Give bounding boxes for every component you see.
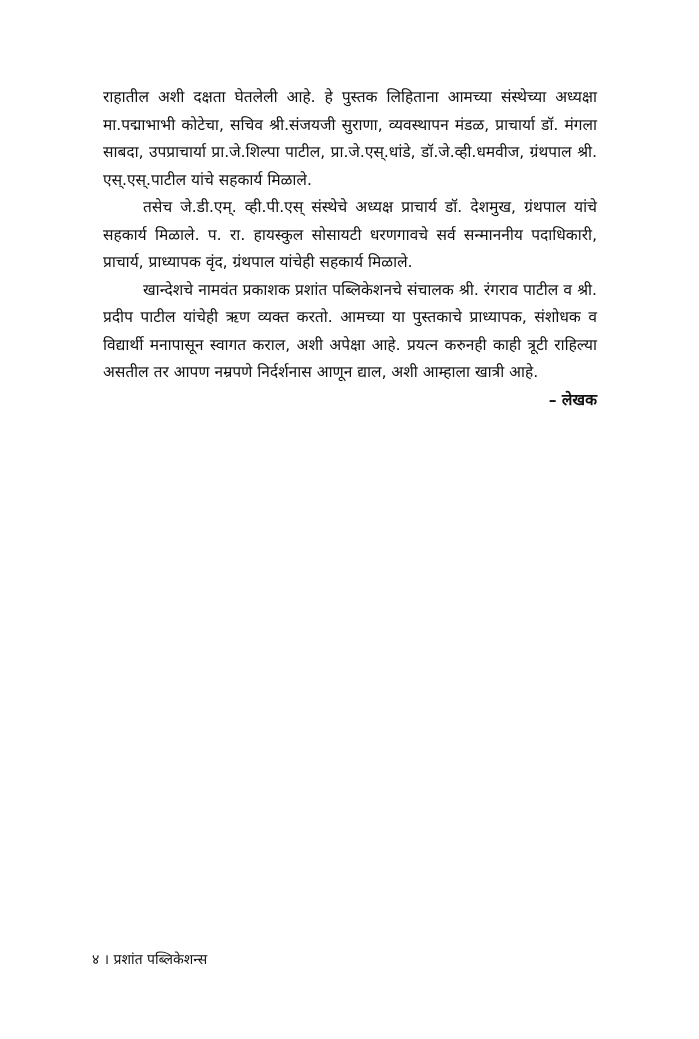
paragraph-continuation: राहातील अशी दक्षता घेतलेली आहे. हे पुस्तक लिहिताना आमच्या संस्थेच्या अध्यक्षा मा.पद्माभाभी कोटेचा, सचिव श्री.संजयजी सुराणा, व्यवस्थापन मंडळ, प्राचार्या डॉ. मंगला साबदा, उपप्राचार्या प्रा.जे.शिल्पा पाटील, प्रा.जे.एस्.धांडे, डॉ.जे.व्ही.धमवीज, ग्रंथपाल श्री. एस्.एस्.पाटील यांचे सहकार्य मिळाले.	[103, 88, 597, 189]
paragraph-acknowledgement-institution: तसेच जे.डी.एम्. व्ही.पी.एस् संस्थेचे अध्यक्ष प्राचार्य डॉ. देशमुख, ग्रंथपाल यांचे सहकार्य मिळाले. प. रा. हायस्कुल सोसायटी धरणगावचे सर्व सन्माननीय पदाधिकारी, प्राचार्य, प्राध्यापक वृंद, ग्रंथपाल यांचेही सहकार्य मिळाले.	[103, 198, 597, 271]
paragraph-acknowledgement-publisher: खान्देशचे नामवंत प्रकाशक प्रशांत पब्लिकेशनचे संचालक श्री. रंगराव पाटील व श्री. प्रदीप पाटील यांचेही ऋण व्यक्त करतो. आमच्या या पुस्तकाचे प्राध्यापक, संशोधक व विद्यार्थी मनापासून स्वागत कराल, अशी अपेक्षा आहे. प्रयत्न करुनही काही त्रूटी राहिल्या असतील तर आपण नम्रपणे निर्दर्शनास आणून द्याल, अशी आम्हाला खात्री आहे.	[103, 280, 597, 381]
body-text	[103, 84, 597, 414]
author-signature: – लेखक	[548, 390, 597, 409]
page-footer: ४ । प्रशांत पब्लिकेशन्स	[92, 952, 208, 968]
